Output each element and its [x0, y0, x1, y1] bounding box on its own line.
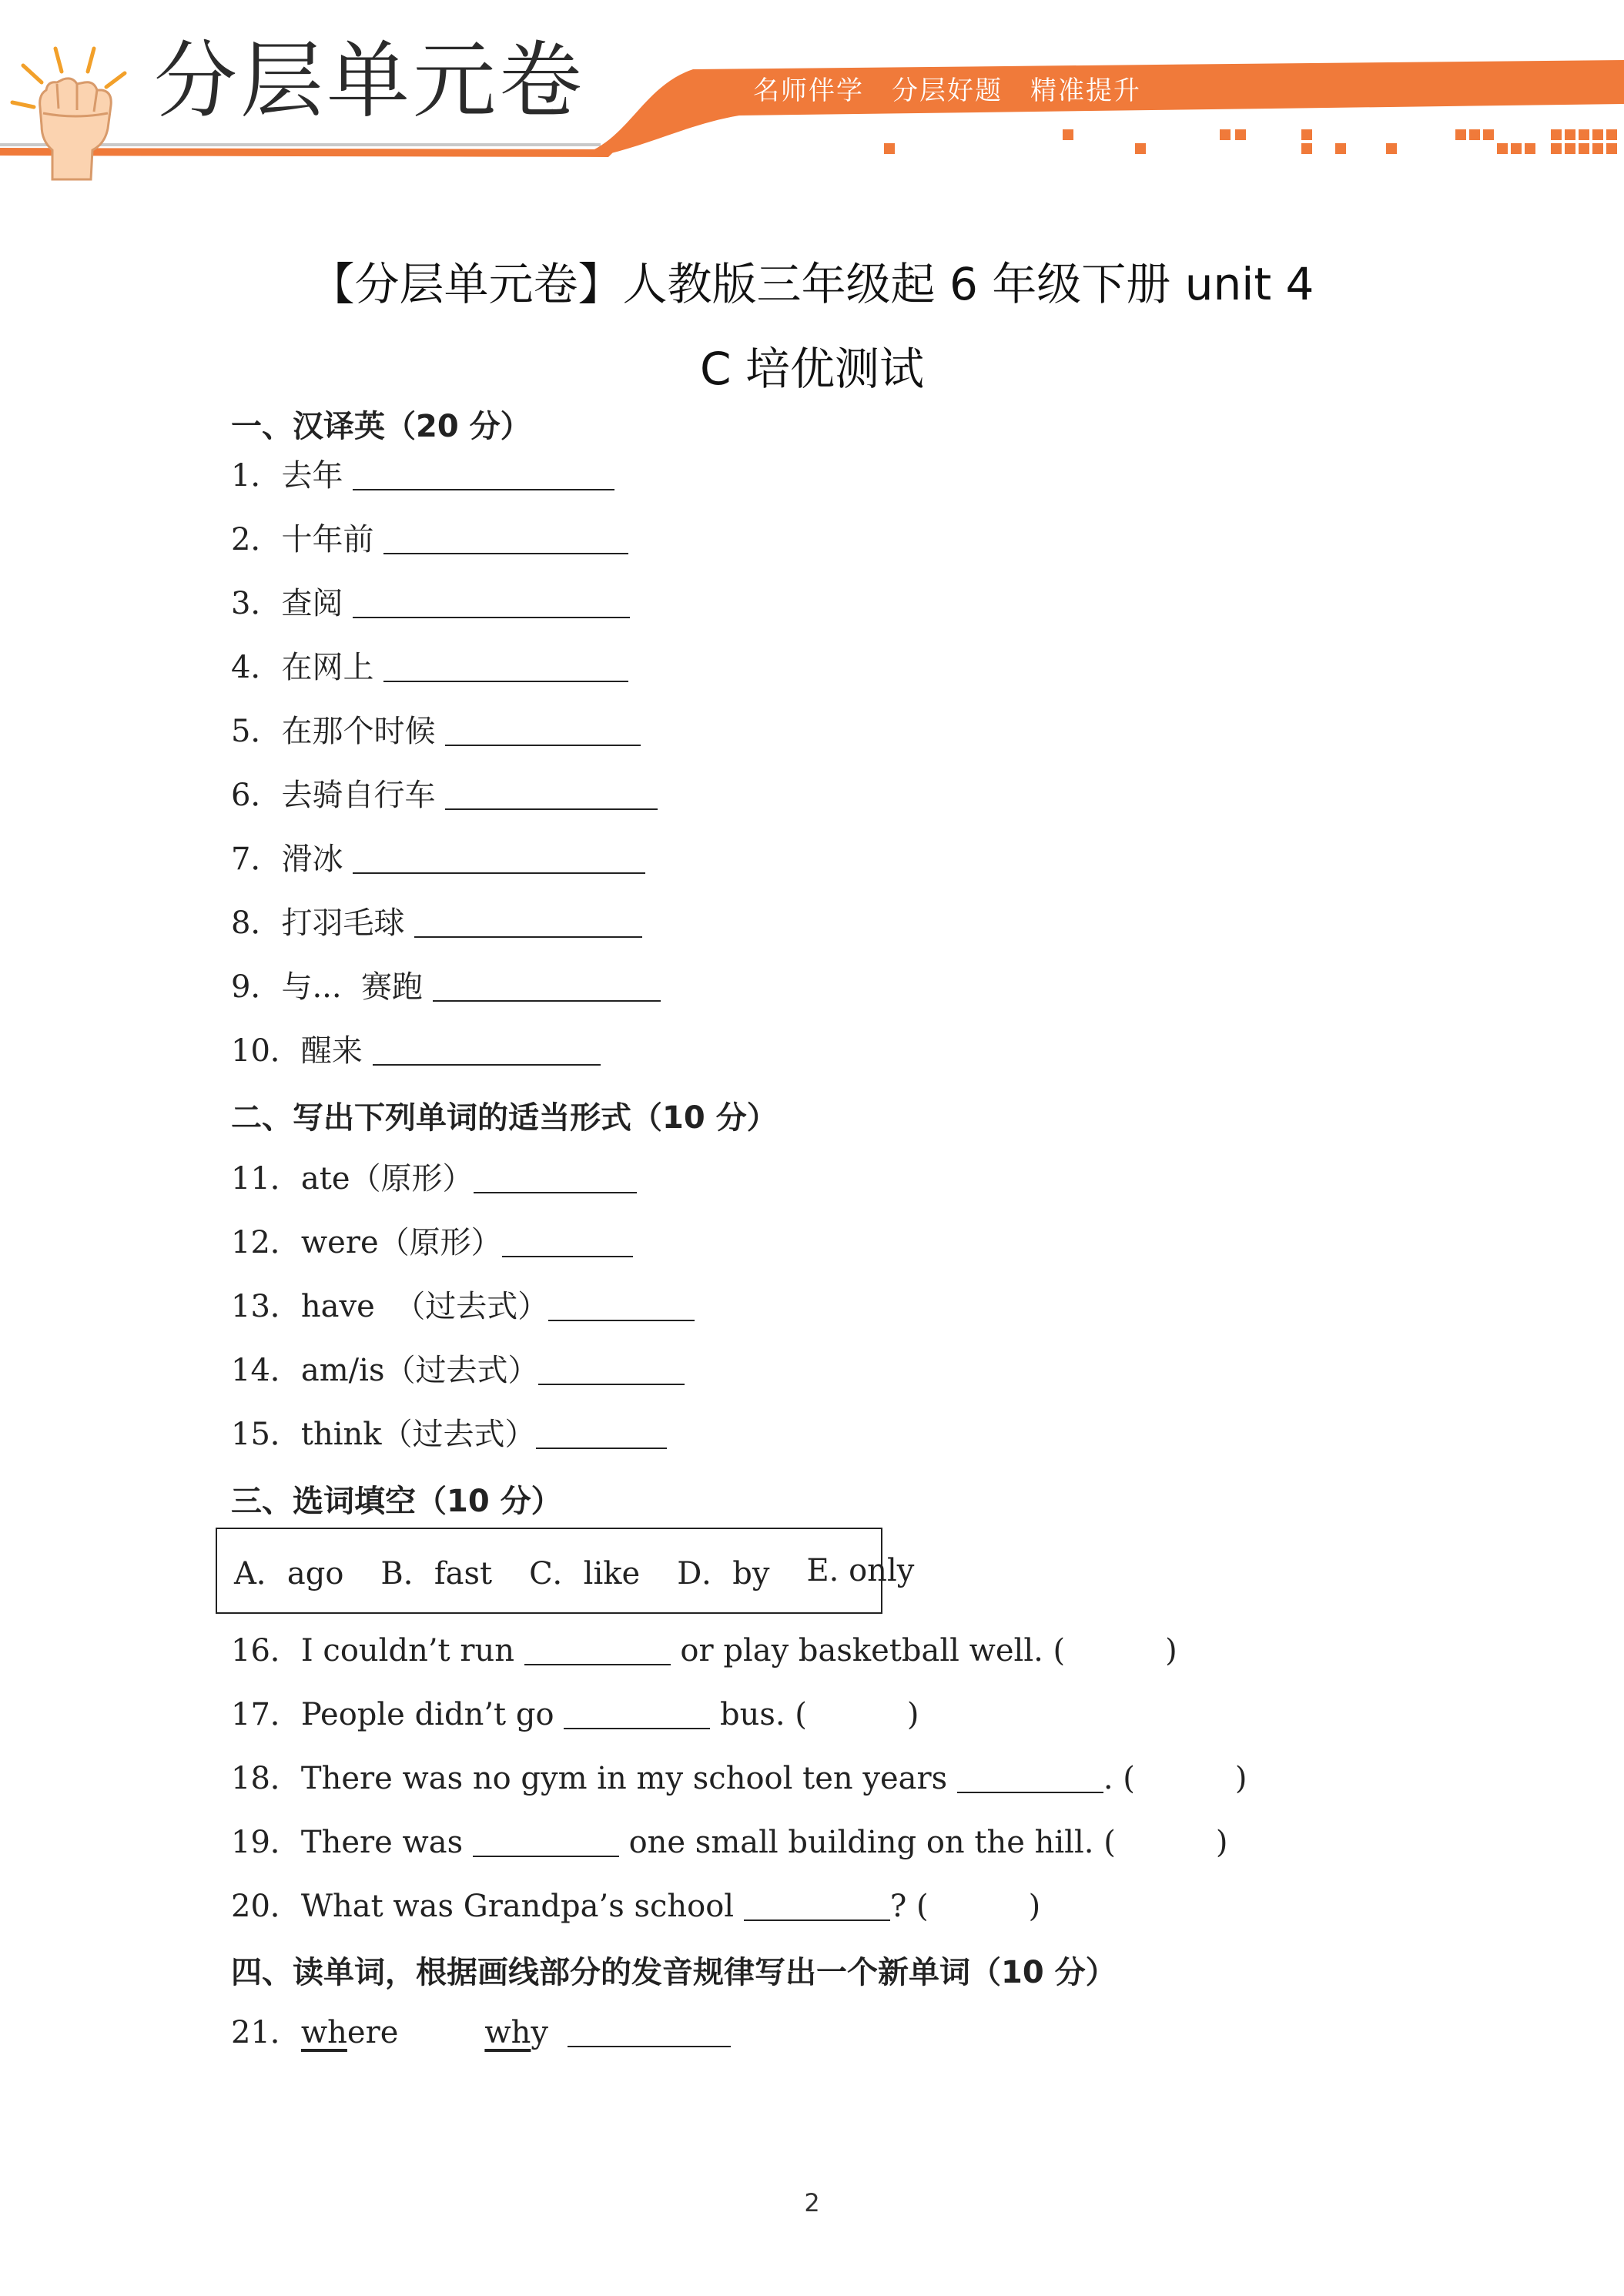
- question-text: ? (: [889, 1889, 929, 1924]
- question-item: [231, 2013, 731, 2053]
- answer-blank[interactable]: [445, 778, 658, 810]
- question-number: 8．: [231, 905, 282, 941]
- question-text: 滑冰: [281, 842, 343, 877]
- answer-blank[interactable]: [568, 2015, 731, 2047]
- question-item: [231, 1822, 1227, 1863]
- question-item: [231, 584, 630, 624]
- question-text: ): [906, 1697, 919, 1732]
- question-item: [231, 1886, 1040, 1926]
- question-item: [231, 1287, 695, 1327]
- answer-blank[interactable]: [353, 586, 630, 618]
- word-option: B．fast: [380, 1555, 493, 1591]
- document-subtitle: C 培优测试: [700, 343, 924, 395]
- slogan-item: 分层好题: [892, 75, 1003, 106]
- question-number: 4．: [231, 650, 282, 685]
- question-number: 19．: [231, 1825, 301, 1860]
- question-text: 去骑自行车: [281, 778, 436, 813]
- question-number: 2．: [231, 522, 282, 557]
- question-text: ): [1234, 1761, 1247, 1796]
- section-heading-2: 二、写出下列单词的适当形式（10 分）: [231, 1100, 778, 1136]
- word-remainder: y: [531, 2015, 548, 2050]
- answer-blank[interactable]: [445, 714, 641, 746]
- question-number: 3．: [231, 586, 282, 621]
- answer-blank[interactable]: [536, 1417, 667, 1449]
- question-item: [231, 1223, 633, 1263]
- header-slogan: [753, 69, 1169, 107]
- header-pixel-decoration: [884, 129, 1617, 154]
- section-heading-3: 三、选词填空（10 分）: [231, 1484, 562, 1519]
- page-header: [0, 0, 1624, 185]
- answer-blank[interactable]: [383, 522, 628, 554]
- question-text: bus. (: [719, 1697, 807, 1732]
- answer-blank[interactable]: [524, 1633, 671, 1665]
- question-number: 13．: [231, 1289, 301, 1324]
- question-number: 14．: [231, 1353, 301, 1388]
- question-number: 15．: [231, 1417, 301, 1452]
- word-option: D．by: [677, 1555, 770, 1591]
- question-number: 10．: [231, 1033, 301, 1069]
- answer-blank[interactable]: [548, 1289, 695, 1321]
- question-text: There was: [300, 1825, 464, 1860]
- question-text: or play basketball well. (: [680, 1633, 1066, 1668]
- brand-logo-text: 分层单元卷: [154, 33, 586, 129]
- underlined-letters: wh: [484, 2015, 531, 2050]
- question-text: 在网上: [281, 650, 374, 685]
- question-item: [231, 1414, 667, 1454]
- question-item: [231, 520, 628, 560]
- word-remainder: ere: [347, 2015, 399, 2050]
- question-text: 打羽毛球: [281, 905, 405, 941]
- answer-blank[interactable]: [353, 458, 614, 490]
- question-item: [231, 967, 661, 1007]
- question-text: 与... 赛跑: [281, 969, 424, 1005]
- question-text: were（原形）: [300, 1225, 502, 1260]
- question-text: one small building on the hill. (: [628, 1825, 1116, 1860]
- page-number: 2: [804, 2188, 820, 2217]
- raised-fist-icon: [8, 42, 139, 181]
- answer-blank[interactable]: [473, 1825, 619, 1857]
- underlined-letters: wh: [300, 2015, 347, 2050]
- question-number: 18．: [231, 1761, 301, 1796]
- answer-blank[interactable]: [502, 1225, 633, 1257]
- question-number: 16．: [231, 1633, 301, 1668]
- question-item: [231, 1695, 919, 1735]
- word-option: C．like: [529, 1555, 641, 1591]
- word-option: E. only: [806, 1553, 915, 1588]
- question-number: 9．: [231, 969, 282, 1005]
- section-heading-4: 四、读单词，根据画线部分的发音规律写出一个新单词（10 分）: [231, 1955, 1117, 1990]
- answer-blank[interactable]: [564, 1697, 710, 1729]
- document-title: 【分层单元卷】人教版三年级起 6 年级下册 unit 4: [310, 258, 1314, 310]
- question-text: think（过去式）: [300, 1417, 536, 1452]
- question-text: 醒来: [300, 1033, 363, 1069]
- question-number: 11．: [231, 1161, 301, 1197]
- question-text: ate（原形）: [300, 1161, 474, 1197]
- answer-blank[interactable]: [538, 1353, 685, 1385]
- question-item: [231, 456, 614, 496]
- slogan-item: 名师伴学: [753, 75, 864, 106]
- question-item: [231, 1631, 1177, 1671]
- answer-blank[interactable]: [414, 905, 642, 938]
- section-heading-1: 一、汉译英（20 分）: [231, 409, 531, 444]
- question-item: [231, 648, 628, 688]
- answer-blank[interactable]: [373, 1033, 601, 1066]
- question-text: . (: [1103, 1761, 1135, 1796]
- question-text: 在那个时候: [281, 714, 436, 749]
- word-option: A．ago: [234, 1555, 344, 1591]
- question-text: 查阅: [281, 586, 343, 621]
- question-item: [231, 1159, 637, 1199]
- answer-blank[interactable]: [957, 1761, 1103, 1793]
- question-number: 7．: [231, 842, 282, 877]
- word-bank-box: [216, 1528, 915, 1614]
- question-text: People didn’t go: [300, 1697, 554, 1732]
- question-item: [231, 839, 645, 879]
- question-text: ): [1215, 1825, 1228, 1860]
- question-text: I couldn’t run: [300, 1633, 514, 1668]
- answer-blank[interactable]: [353, 842, 645, 874]
- question-number: 5．: [231, 714, 282, 749]
- question-text: have （过去式）: [300, 1289, 549, 1324]
- question-text: What was Grandpa’s school: [300, 1889, 735, 1924]
- question-number: 6．: [231, 778, 282, 813]
- answer-blank[interactable]: [383, 650, 628, 682]
- question-item: [231, 711, 641, 751]
- question-text: ): [1028, 1889, 1041, 1924]
- question-number: 1．: [231, 458, 282, 494]
- question-number: 17．: [231, 1697, 301, 1732]
- question-text: am/is（过去式）: [300, 1353, 539, 1388]
- answer-blank[interactable]: [474, 1161, 637, 1193]
- question-text: 去年: [281, 458, 343, 494]
- question-number: 21．: [231, 2015, 301, 2050]
- question-item: [231, 775, 658, 815]
- slogan-item: 精准提升: [1030, 75, 1141, 106]
- question-item: [231, 903, 642, 943]
- question-item: [231, 1350, 685, 1391]
- question-text: There was no gym in my school ten years: [300, 1761, 948, 1796]
- question-number: 20．: [231, 1889, 301, 1924]
- question-text: ): [1165, 1633, 1177, 1668]
- question-item: [231, 1031, 601, 1071]
- question-item: [231, 1759, 1247, 1799]
- answer-blank[interactable]: [433, 969, 661, 1002]
- question-text: 十年前: [281, 522, 374, 557]
- answer-blank[interactable]: [744, 1889, 890, 1921]
- question-number: 12．: [231, 1225, 301, 1260]
